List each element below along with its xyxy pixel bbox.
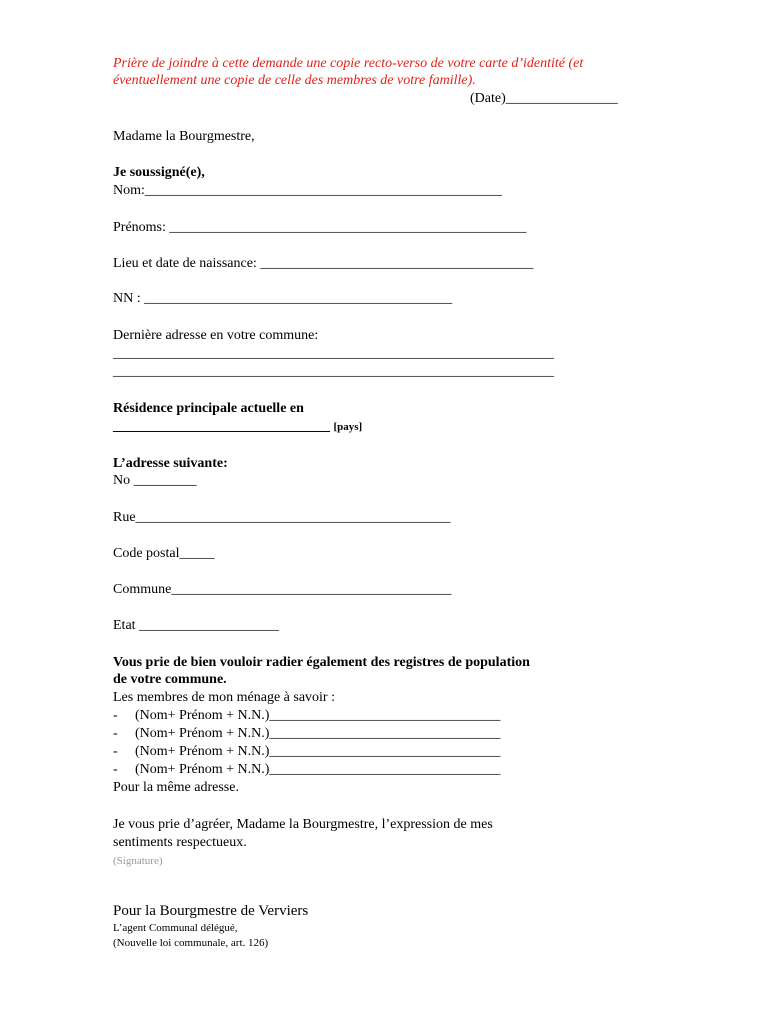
member-text: (Nom+ Prénom + N.N.)_________________________________ [135,744,501,759]
member-line [113,725,500,743]
postal-code-field: Code postal_____ [113,546,215,561]
footer-law: (Nouvelle loi communale, art. 126) [113,937,269,949]
notice-line-2: éventuellement une copie de celle des membres de votre famille). [113,73,476,88]
street-field: Rue_____________________________________________ [113,510,451,525]
closing-line-2: sentiments respectueux. [113,835,247,850]
commune-field: Commune________________________________________ [113,582,452,597]
signature-label: (Signature) [113,855,163,867]
residence-country-blank: _______________________________ [113,419,330,434]
closing-line-1: Je vous prie d’agréer, Madame la Bourgmestre, l’expression de mes [113,817,493,832]
footer-agent: L’agent Communal délégué, [113,922,238,934]
address-heading: L’adresse suivante: [113,456,228,471]
member-text: (Nom+ Prénom + N.N.)_________________________________ [135,762,501,777]
notice-line-1: Prière de joindre à cette demande une copie recto-verso de votre carte d’identité (et [113,56,584,71]
residence-country-label: [pays] [333,421,363,433]
member-text: (Nom+ Prénom + N.N.)_________________________________ [135,708,501,723]
last-address-line-2: _______________________________________________________________ [113,364,554,379]
member-line [113,761,500,779]
nn-field: NN : ____________________________________________ [113,291,453,306]
prenoms-field: Prénoms: ___________________________________________________ [113,220,527,235]
member-line [113,707,500,725]
salutation: Madame la Bourgmestre, [113,129,255,144]
same-address: Pour la même adresse. [113,780,239,795]
member-dash: - [113,726,118,741]
member-dash: - [113,744,118,759]
date-field: (Date)________________ [470,91,618,106]
last-address-label: Dernière adresse en votre commune: [113,328,319,343]
residence-country-line [113,418,362,436]
state-field: Etat ____________________ [113,618,280,633]
birth-place-date-field: Lieu et date de naissance: _______________________________________ [113,256,534,271]
footer-title: Pour la Bourgmestre de Verviers [113,903,309,919]
member-dash: - [113,762,118,777]
identity-heading: Je soussigné(e), [113,165,205,180]
residence-heading: Résidence principale actuelle en [113,401,304,416]
request-line-2: de votre commune. [113,672,227,687]
last-address-line-1: _______________________________________________________________ [113,346,554,361]
member-line [113,743,500,761]
member-dash: - [113,708,118,723]
nom-field: Nom:___________________________________________________ [113,183,502,198]
request-line-1: Vous prie de bien vouloir radier également des registres de population [113,655,530,670]
member-text: (Nom+ Prénom + N.N.)_________________________________ [135,726,501,741]
members-intro: Les membres de mon ménage à savoir : [113,690,335,705]
house-number-field: No _________ [113,473,197,488]
